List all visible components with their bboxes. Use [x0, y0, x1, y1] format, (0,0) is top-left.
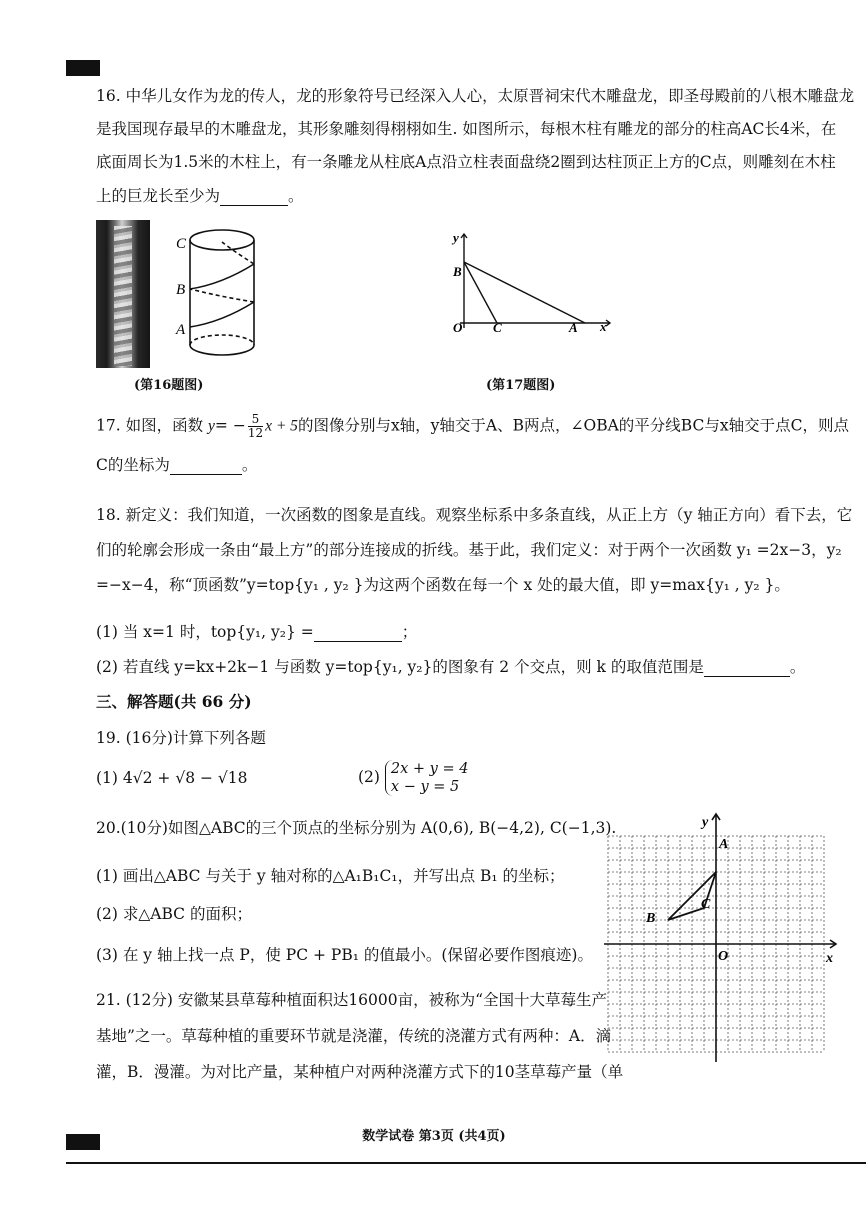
q17-intro: 17. 如图，函数 [96, 416, 204, 435]
q19-equation-system [385, 760, 469, 796]
q19-eq-1: 2x + y = 4 [390, 761, 469, 777]
q16-line-4 [96, 186, 304, 206]
q18-part-2-blank[interactable] [704, 660, 790, 677]
q17-answer-blank[interactable] [170, 458, 242, 475]
q17-label-c: C [493, 320, 502, 335]
q17-fraction [248, 413, 263, 440]
page-footer: 数学试卷 第3页 (共4页) [362, 1129, 506, 1144]
q20-part-2: (2) 求△ABC 的面积； [96, 905, 252, 923]
cyl-label-a: A [176, 322, 186, 338]
cyl-label-c: C [176, 236, 187, 252]
q19-part-1: (1) 4√2 + √8 − √18 [96, 769, 248, 787]
q18-part-1-end: ； [401, 623, 418, 641]
q18-line-2: 们的轮廓会形成一条由“最上方”的部分连接成的折线。基于此，我们定义：对于两个一次函数 y₁ =2x−3，y₂ [96, 541, 842, 559]
q18-line-1: 18. 新定义：我们知道，一次函数的图象是直线。观察坐标系中多条直线，从正上方（y 轴正方向）看下去，它 [96, 506, 853, 524]
q16-answer-blank[interactable] [220, 189, 288, 206]
top-corner-mark [66, 60, 100, 76]
q19-part-2 [358, 760, 468, 796]
section-3-heading: 三、解答题(共 66 分) [96, 692, 252, 711]
q19-part-2-label: (2) [358, 768, 380, 786]
q16-cylinder-figure [172, 222, 267, 372]
q17-label-y: y [453, 230, 459, 245]
q17-label-o: O [453, 320, 463, 335]
q21-line-2: 基地”之一。草莓种植的重要环节就是浇灌，传统的浇灌方式有两种：A．滴 [96, 1027, 612, 1045]
q17-line-2-end: 。 [241, 456, 258, 474]
q19-title: 19. (16分)计算下列各题 [96, 729, 266, 747]
q16-line-4-end: 。 [288, 187, 304, 205]
q20-grid-figure [604, 812, 842, 1064]
q17-func-y: y [208, 417, 215, 435]
q17-intro-rest: 的图像分别与x轴，y轴交于A、B两点，∠OBA的平分线BC与x轴交于点C，则点 [297, 416, 849, 435]
q17-frac-den: 12 [247, 426, 264, 440]
q17-figure-caption: (第17题图) [486, 378, 556, 393]
q16-line-4-text: 上的巨龙长至少为 [96, 187, 221, 205]
grid-label-o: O [718, 949, 729, 964]
grid-label-y: y [702, 815, 709, 830]
bottom-rule [66, 1162, 866, 1164]
q20-line-1: 20.(10分)如图△ABC的三个顶点的坐标分别为 A(0,6), B(−4,2), C(−1,3). [96, 819, 617, 837]
q17-func-tail: x + 5 [265, 417, 298, 435]
q18-line-3: =−x−4，称“顶函数”y=top{y₁ , y₂ }为这两个函数在每一个 x 处的最大值，即 y=max{y₁ , y₂ }。 [96, 576, 790, 594]
q18-part-2-end: 。 [789, 658, 806, 676]
q16-line-1: 16. 中华儿女作为龙的传人，龙的形象符号已经深入人心，太原晋祠宋代木雕盘龙，即圣母殿前的八根木雕盘龙 [96, 87, 855, 105]
q19-eq-2: x − y = 5 [390, 779, 460, 795]
q17-eq: = − [214, 416, 246, 435]
q18-part-2-text: (2) 若直线 y=kx+2k−1 与函数 y=top{y₁, y₂}的图象有 2 个交点，则 k 的取值范围是 [96, 658, 704, 676]
grid-label-x: x [826, 951, 833, 966]
dragon-pillar-photo [96, 220, 150, 368]
q17-frac-num: 5 [248, 413, 263, 427]
q16-figure-caption: (第16题图) [134, 378, 204, 393]
q17-line-1 [96, 413, 849, 440]
triangle-abc [668, 872, 716, 920]
q16-line-2: 是我国现存最早的木雕盘龙，其形象雕刻得栩栩如生. 如图所示，每根木柱有雕龙的部分的柱高AC长4米，在 [96, 120, 837, 138]
q20-part-3: (3) 在 y 轴上找一点 P，使 PC + PB₁ 的值最小。(保留必要作图痕迹)。 [96, 946, 593, 964]
q17-label-a: A [569, 320, 578, 335]
q21-line-3: 灌，B．漫灌。为对比产量，某种植户对两种浇灌方式下的10茎草莓产量（单 [96, 1063, 624, 1081]
q20-part-1: (1) 画出△ABC 与关于 y 轴对称的△A₁B₁C₁，并写出点 B₁ 的坐标； [96, 867, 565, 885]
q21-line-1: 21. (12分) 安徽某县草莓种植面积达16000亩，被称为“全国十大草莓生产 [96, 991, 608, 1009]
q18-part-1-text: (1) 当 x=1 时，top{y₁, y₂} = [96, 623, 314, 641]
q17-label-x: x [600, 319, 607, 334]
q17-label-b: B [453, 264, 462, 279]
grid-label-a: A [719, 837, 729, 852]
q18-part-2 [96, 657, 805, 677]
q18-part-1 [96, 622, 417, 642]
cyl-label-b: B [176, 282, 186, 298]
q16-line-3: 底面周长为1.5米的木柱上，有一条雕龙从柱底A点沿立柱表面盘绕2圈到达柱顶正上方的C点，则雕刻在木柱 [96, 153, 836, 171]
grid-label-b: B [646, 911, 656, 926]
grid-label-c: C [701, 897, 711, 912]
q17-line-2 [96, 455, 257, 475]
q17-graph-figure [440, 228, 620, 338]
q17-line-2-text: C的坐标为 [96, 456, 170, 474]
q18-part-1-blank[interactable] [314, 625, 402, 642]
